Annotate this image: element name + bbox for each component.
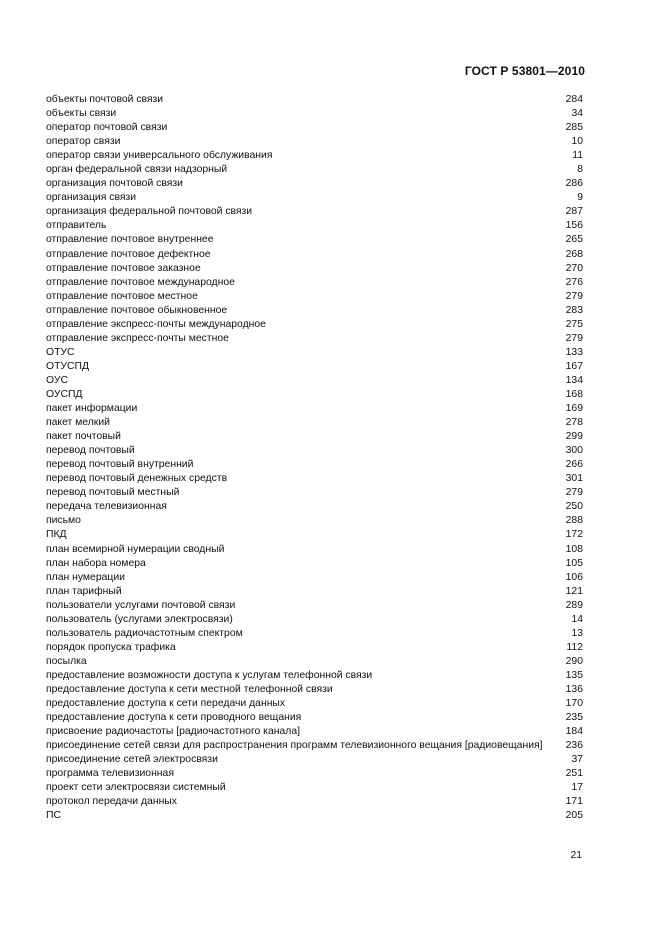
index-page-ref: 112 (566, 641, 583, 653)
index-entry (46, 809, 583, 823)
index-term: план тарифный (46, 585, 122, 597)
index-entry (46, 262, 583, 276)
index-page-ref: 37 (571, 754, 583, 766)
index-term: порядок пропуска трафика (46, 641, 176, 653)
index-entry (46, 697, 583, 711)
index-entry (46, 430, 583, 444)
index-entry (46, 290, 583, 304)
index-entry (46, 725, 583, 739)
index-entry (46, 795, 583, 809)
index-term: отправление почтовое внутреннее (46, 234, 214, 246)
index-term: предоставление возможности доступа к услугам телефонной связи (46, 669, 373, 681)
index-page-ref: 169 (565, 403, 583, 415)
index-page-ref: 266 (565, 459, 583, 471)
index-entry (46, 332, 583, 346)
index-page-ref: 121 (565, 585, 583, 597)
index-page-ref: 276 (565, 276, 583, 288)
index-term: оператор связи (46, 136, 121, 148)
index-page-ref: 299 (565, 431, 583, 443)
index-term: отправление почтовое местное (46, 290, 198, 302)
index-entry (46, 599, 583, 613)
index-page-ref: 275 (565, 318, 583, 330)
index-entry (46, 346, 583, 360)
index-entry (46, 248, 583, 262)
index-page-ref: 136 (565, 683, 583, 695)
index-entry (46, 318, 583, 332)
index-term: план набора номера (46, 557, 146, 569)
index-page-ref: 133 (565, 346, 583, 358)
index-page-ref: 168 (565, 388, 583, 400)
index-entry (46, 543, 583, 557)
index-page-ref: 301 (565, 473, 583, 485)
index-page-ref: 283 (565, 304, 583, 316)
index-term: отправление почтовое международное (46, 276, 235, 288)
index-entry (46, 458, 583, 472)
index-term: посылка (46, 655, 87, 667)
index-term: ОУС (46, 374, 68, 386)
index-term: пользователь (услугами электросвязи) (46, 613, 233, 625)
index-entry (46, 683, 583, 697)
index-entry (46, 444, 583, 458)
index-term: перевод почтовый местный (46, 487, 180, 499)
index-page-ref: 184 (565, 726, 583, 738)
index-entry (46, 781, 583, 795)
index-term: пользователи услугами почтовой связи (46, 599, 236, 611)
index-page-ref: 172 (565, 529, 583, 541)
index-page-ref: 135 (565, 669, 583, 681)
index-entry (46, 416, 583, 430)
index-term: присоединение сетей связи для распространения программ телевизионного вещания [радиовещания] (46, 740, 543, 752)
index-term: орган федеральной связи надзорный (46, 164, 228, 176)
index-entry (46, 93, 583, 107)
index-page-ref: 285 (565, 122, 583, 134)
index-term: проект сети электросвязи системный (46, 782, 226, 794)
index-entry (46, 528, 583, 542)
index-entry (46, 177, 583, 191)
index-term: присоединение сетей электросвязи (46, 754, 218, 766)
index-page-ref: 17 (571, 782, 583, 794)
index-term: ПКД (46, 529, 67, 541)
index-term: программа телевизионная (46, 768, 174, 780)
index-term: отправление почтовое обыкновенное (46, 304, 228, 316)
index-page-ref: 268 (565, 248, 583, 260)
index-term: отправление экспресс-почты местное (46, 332, 229, 344)
index-term: организация связи (46, 192, 137, 204)
index-entry (46, 739, 583, 753)
index-page-ref: 270 (565, 262, 583, 274)
index-entry (46, 219, 583, 233)
index-term: предоставление доступа к сети местной телефонной связи (46, 683, 333, 695)
index-term: отправление экспресс-почты международное (46, 318, 266, 330)
index-entry (46, 767, 583, 781)
index-page-ref: 106 (565, 571, 583, 583)
index-page-ref: 105 (565, 557, 583, 569)
index-entry (46, 571, 583, 585)
index-term: организация почтовой связи (46, 178, 183, 190)
index-entry (46, 205, 583, 219)
index-page-ref: 11 (572, 150, 583, 162)
index-entry (46, 613, 583, 627)
index-term: отправление почтовое дефектное (46, 248, 211, 260)
index-page-ref: 236 (565, 740, 583, 752)
index-page-ref: 284 (565, 94, 583, 105)
index-entry (46, 107, 583, 121)
index-term: перевод почтовый внутренний (46, 459, 194, 471)
index-term: перевод почтовый (46, 445, 135, 457)
index-page-ref: 265 (565, 234, 583, 246)
index-term: ОТУСПД (46, 360, 90, 372)
index-entry (46, 472, 583, 486)
index-page-ref: 235 (565, 712, 583, 724)
index-term: пакет мелкий (46, 417, 110, 429)
index-page-ref: 34 (571, 108, 583, 120)
index-page-ref: 286 (565, 178, 583, 190)
index-term: оператор связи универсального обслуживания (46, 150, 273, 162)
index-term: объекты связи (46, 108, 117, 120)
index-term: перевод почтовый денежных средств (46, 473, 228, 485)
index-page-ref: 8 (577, 164, 583, 176)
index-page-ref: 171 (565, 796, 583, 808)
index-page-ref: 156 (565, 220, 583, 232)
index-page-ref: 9 (577, 192, 583, 204)
index-term: пакет информации (46, 403, 138, 415)
index-term: организация федеральной почтовой связи (46, 206, 253, 218)
index-page-ref: 289 (565, 599, 583, 611)
index-page-ref: 250 (565, 501, 583, 513)
index-entry (46, 276, 583, 290)
index-term: оператор почтовой связи (46, 122, 168, 134)
index-term: ОТУС (46, 346, 75, 358)
index-term: пакет почтовый (46, 431, 121, 443)
index-entry (46, 402, 583, 416)
index-term: предоставление доступа к сети проводного вещания (46, 712, 302, 724)
term-index-list (46, 93, 583, 823)
index-entry (46, 669, 583, 683)
index-entry (46, 191, 583, 205)
index-entry (46, 388, 583, 402)
index-entry (46, 304, 583, 318)
index-page-ref: 170 (565, 698, 583, 710)
index-term: письмо (46, 515, 81, 527)
index-page-ref: 300 (565, 445, 583, 457)
index-page-ref: 167 (565, 360, 583, 372)
index-entry (46, 627, 583, 641)
index-term: план всемирной нумерации сводный (46, 543, 225, 555)
index-entry (46, 163, 583, 177)
index-entry (46, 374, 583, 388)
index-term: передача телевизионная (46, 501, 167, 513)
index-term: отправитель (46, 220, 107, 232)
index-term: пользователь радиочастотным спектром (46, 627, 243, 639)
page-number: 21 (570, 850, 582, 861)
index-entry (46, 121, 583, 135)
index-entry (46, 641, 583, 655)
index-term: план нумерации (46, 571, 125, 583)
index-entry (46, 149, 583, 163)
document-header: ГОСТ Р 53801—2010 (464, 64, 585, 78)
index-entry (46, 585, 583, 599)
index-entry (46, 514, 583, 528)
index-page-ref: 251 (565, 768, 583, 780)
index-page-ref: 278 (565, 417, 583, 429)
index-term: протокол передачи данных (46, 796, 177, 808)
index-entry (46, 557, 583, 571)
index-page-ref: 279 (565, 290, 583, 302)
index-entry (46, 711, 583, 725)
index-entry (46, 486, 583, 500)
index-entry (46, 753, 583, 767)
index-page-ref: 10 (571, 136, 583, 148)
index-term: ПС (46, 810, 61, 822)
index-entry (46, 360, 583, 374)
index-page-ref: 14 (571, 613, 583, 625)
index-page-ref: 108 (565, 543, 583, 555)
index-term: объекты почтовой связи (46, 94, 164, 105)
index-term: ОУСПД (46, 388, 83, 400)
index-page-ref: 287 (565, 206, 583, 218)
index-page-ref: 205 (565, 810, 583, 822)
index-page-ref: 279 (565, 332, 583, 344)
index-entry (46, 655, 583, 669)
index-term: присвоение радиочастоты [радиочастотного канала] (46, 726, 300, 738)
index-term: предоставление доступа к сети передачи данных (46, 698, 286, 710)
index-term: отправление почтовое заказное (46, 262, 201, 274)
index-page-ref: 290 (565, 655, 583, 667)
index-page-ref: 288 (565, 515, 583, 527)
index-page-ref: 279 (565, 487, 583, 499)
index-entry (46, 233, 583, 247)
index-entry (46, 500, 583, 514)
index-entry (46, 135, 583, 149)
index-page-ref: 134 (565, 374, 583, 386)
index-page-ref: 13 (571, 627, 583, 639)
